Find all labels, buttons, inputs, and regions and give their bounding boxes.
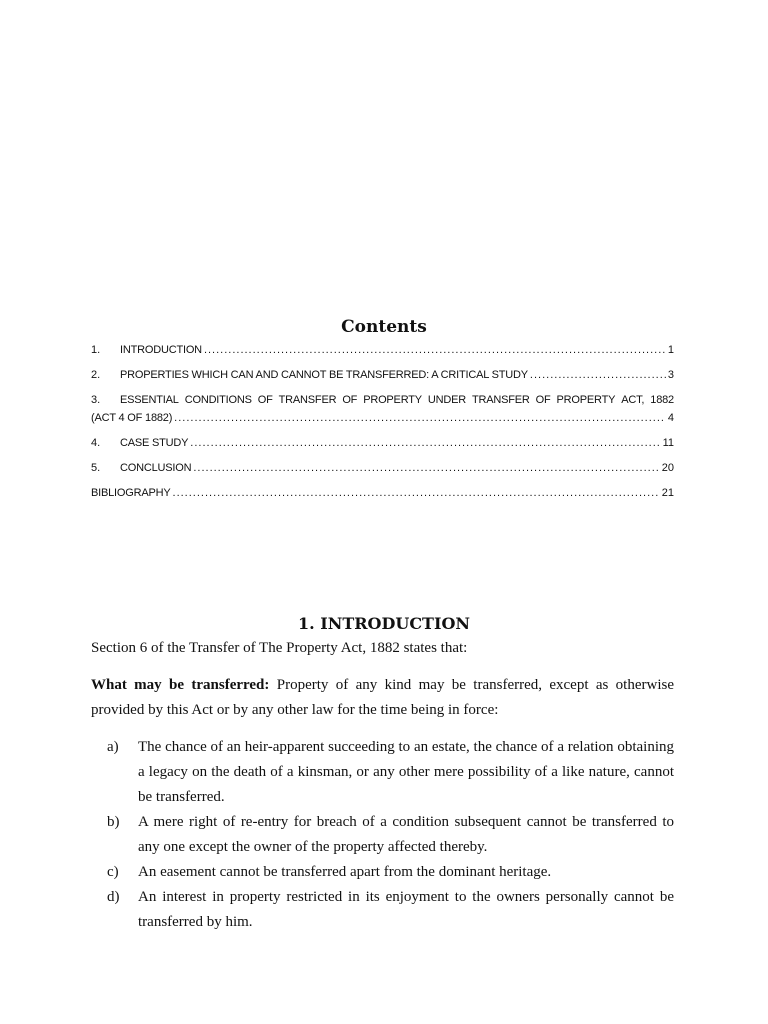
toc-entry-page: 1 — [667, 344, 674, 356]
what-may-be-transferred-paragraph — [91, 673, 674, 723]
toc-entry-page: 20 — [661, 462, 674, 474]
table-of-contents — [91, 341, 674, 509]
toc-entry-conclusion[interactable] — [91, 459, 674, 477]
section-heading-introduction: 1. INTRODUCTION — [297, 614, 471, 633]
toc-word: ACT, — [621, 394, 645, 406]
toc-word: OF — [257, 394, 273, 406]
toc-word: CONDITIONS — [184, 394, 252, 406]
toc-leader-dots — [174, 409, 666, 427]
toc-word: OF — [342, 394, 358, 406]
toc-leader-dots — [190, 434, 660, 452]
toc-word: OF — [535, 394, 551, 406]
toc-leader-dots — [204, 341, 666, 359]
toc-entry-number: 1. — [91, 344, 101, 356]
toc-word: TRANSFER — [278, 394, 337, 406]
toc-entry-bibliography[interactable] — [91, 484, 674, 502]
toc-entry-page: 3 — [667, 369, 674, 381]
list-marker: d) — [107, 889, 120, 905]
toc-leader-dots — [173, 484, 660, 502]
toc-entry-page: 4 — [667, 412, 674, 424]
toc-word: PROPERTY — [363, 394, 422, 406]
toc-entry-title: CONCLUSION — [120, 462, 192, 474]
list-item — [91, 885, 674, 935]
toc-entry-number: 2. — [91, 369, 101, 381]
list-item — [91, 860, 674, 885]
toc-entry-title: BIBLIOGRAPHY — [91, 487, 171, 499]
toc-word: UNDER — [427, 394, 467, 406]
toc-entry-page: 11 — [662, 437, 674, 449]
toc-word: ESSENTIAL — [120, 394, 179, 406]
toc-entry-number: 5. — [91, 462, 101, 474]
list-item — [91, 735, 674, 810]
toc-entry-number: 4. — [91, 437, 101, 449]
toc-word: TRANSFER — [472, 394, 530, 406]
list-item-text: An easement cannot be transferred apart from the dominant heritage. — [138, 864, 552, 880]
toc-entry-number: 3. — [91, 394, 101, 406]
toc-entry-title: INTRODUCTION — [120, 344, 202, 356]
intro-line: Section 6 of the Transfer of The Property Act, 1882 states that: — [91, 640, 468, 656]
list-marker: b) — [107, 814, 120, 830]
exceptions-list — [91, 735, 674, 935]
toc-entry-title: PROPERTIES WHICH CAN AND CANNOT BE TRANSFERRED: A CRITICAL STUDY — [120, 369, 528, 381]
toc-leader-dots — [193, 459, 659, 477]
list-marker: a) — [107, 739, 119, 755]
toc-entry-title-line1 — [120, 391, 674, 409]
toc-word: PROPERTY — [556, 394, 616, 406]
toc-entry-case-study[interactable] — [91, 434, 674, 452]
toc-leader-dots — [530, 366, 666, 384]
what-label: What may be transferred: — [91, 677, 270, 693]
toc-entry-introduction[interactable] — [91, 341, 674, 359]
list-marker: c) — [107, 864, 119, 880]
what-text: Property of any kind may be transferred, except as otherwise provided by this Act or by any other law for the time being in force: — [91, 677, 675, 718]
toc-entry-properties[interactable] — [91, 366, 674, 384]
list-item-text: A mere right of re-entry for breach of a condition subsequent cannot be transferred to any one except the owner of the property affected thereby. — [138, 814, 674, 855]
list-item-text: The chance of an heir-apparent succeeding to an estate, the chance of a relation obtaining a legacy on the death of a kinsman, or any other mere possibility of a like nature, cannot be transferred. — [138, 739, 674, 805]
toc-entry-title: CASE STUDY — [120, 437, 189, 449]
toc-entry-essential-conditions[interactable] — [91, 391, 674, 427]
list-item — [91, 810, 674, 860]
toc-word: 1882 — [650, 394, 674, 406]
list-item-text: An interest in property restricted in its enjoyment to the owners personally cannot be transferred by him. — [138, 889, 674, 930]
toc-entry-title-line2: (ACT 4 OF 1882) — [91, 412, 173, 424]
toc-entry-page: 21 — [661, 487, 674, 499]
toc-heading: Contents — [341, 317, 427, 337]
